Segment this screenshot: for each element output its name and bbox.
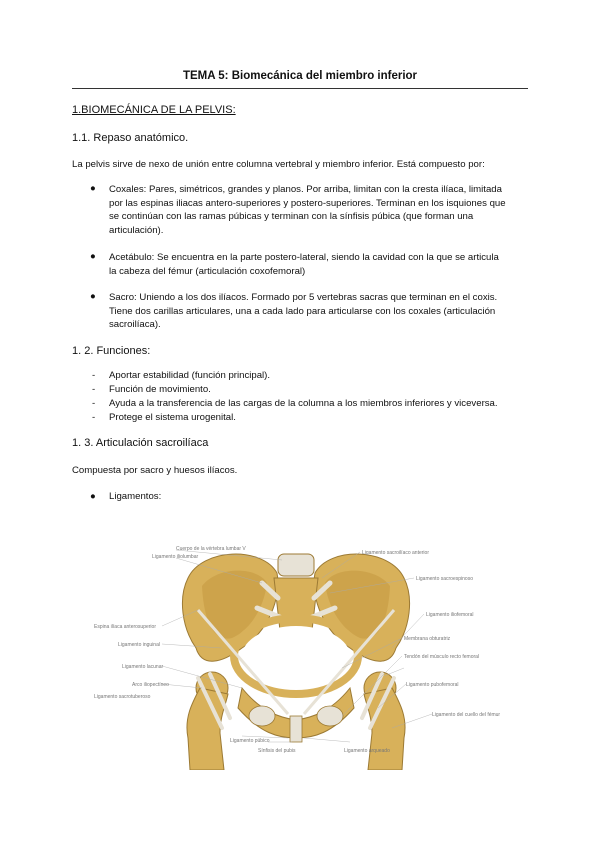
function-item: Función de movimiento. (109, 384, 211, 395)
section-1-1-intro: La pelvis sirve de nexo de unión entre columna vertebral y miembro inferior. Está compuesto por: (72, 159, 485, 170)
figure-label: Ligamento inguinal (118, 642, 160, 648)
figure-label: Arco iliopectíneo (132, 682, 169, 688)
section-1-heading: 1.BIOMECÁNICA DE LA PELVIS: (72, 104, 236, 116)
section-1-3-heading: 1. 3. Articulación sacroilíaca (72, 437, 209, 449)
figure-label: Membrana obturatriz (404, 636, 451, 642)
bullet-acetabulo (109, 251, 529, 278)
figure-label: Ligamento lacunar (122, 664, 164, 670)
bullet-marker: ● (90, 183, 96, 194)
pelvic-cavity (242, 626, 350, 686)
bullet-line: Tiene dos carillas articulares, una a cada lado para articularse con los coxales (articulación (109, 305, 496, 317)
bullet-marker: ● (90, 251, 96, 262)
function-item: Ayuda a la transferencia de las cargas de la columna a los miembros inferiores y viceversa. (109, 398, 498, 409)
figure-label: Ligamento pubofemoral (406, 682, 459, 688)
bullet-line: articulación). (109, 224, 164, 236)
section-1-1-heading: 1.1. Repaso anatómico. (72, 132, 189, 144)
figure-label: Ligamento del cuello del fémur (432, 712, 500, 718)
bullet-line: se continúan con las ramas púbicas y terminan con la sínfisis púbica (que forman una (109, 211, 474, 223)
bullet-line: Coxales: Pares, simétricos, grandes y planos. Por arriba, limitan con la cresta ilíaca, limitada (109, 184, 502, 195)
pelvis-ligaments-figure (92, 538, 500, 770)
bullet-line: la cabeza del fémur (articulación coxofemoral) (109, 265, 306, 277)
title-rule (72, 88, 528, 89)
figure-label: Tendón del músculo recto femoral (404, 654, 480, 660)
pubic-symphysis (290, 716, 302, 742)
dash-marker: - (92, 398, 96, 409)
section-1-3-intro: Compuesta por sacro y huesos ilíacos. (72, 465, 238, 476)
bullet-line: por las espinas iliacas antero-superiores y postero-superiores. Terminan en los isquiones que (109, 197, 506, 209)
figure-label: Ligamento iliofemoral (426, 612, 474, 618)
section-1-2-heading: 1. 2. Funciones: (72, 345, 151, 357)
dash-marker: - (92, 370, 96, 381)
dash-marker: - (92, 384, 96, 395)
figure-label: Cuerpo de la vértebra lumbar V (176, 546, 246, 552)
figure-label: Ligamento sacroilíaco anterior (362, 550, 429, 556)
figure-label: Ligamento sacrotuberoso (94, 694, 151, 700)
lumbar-vertebra (278, 554, 314, 576)
document-title: TEMA 5: Biomecánica del miembro inferior (182, 70, 418, 82)
figure-label: Espina ilíaca anterosuperior (94, 624, 156, 630)
pelvis-illustration (182, 554, 409, 770)
bullet-line: Acetábulo: Se encuentra en la parte postero-lateral, siendo la cavidad con la que se articula (109, 252, 499, 263)
left-obturator-foramen (249, 706, 275, 726)
figure-label: Ligamento púbico (230, 738, 270, 744)
right-obturator-foramen (317, 706, 343, 726)
bullet-ligamentos: Ligamentos: (109, 491, 162, 502)
bullet-marker: ● (90, 291, 96, 302)
bullet-marker: ● (90, 491, 96, 502)
figure-label: Ligamento sacroespinoso (416, 576, 473, 582)
bullet-line: Sacro: Uniendo a los dos ilíacos. Formado por 5 vertebras sacras que terminan en el coxis. (109, 292, 498, 303)
function-item: Protege el sistema urogenital. (109, 412, 236, 423)
function-item: Aportar estabilidad (función principal). (109, 370, 271, 381)
figure-label: Ligamento iliolumbar (152, 554, 199, 560)
figure-label: Ligamento arqueado (344, 748, 390, 754)
bullet-line: sacroilíaca). (109, 319, 161, 331)
dash-marker: - (92, 412, 96, 423)
bullet-coxales (109, 183, 529, 237)
figure-label: Sínfisis del pubis (258, 748, 296, 754)
bullet-sacro (109, 291, 529, 332)
